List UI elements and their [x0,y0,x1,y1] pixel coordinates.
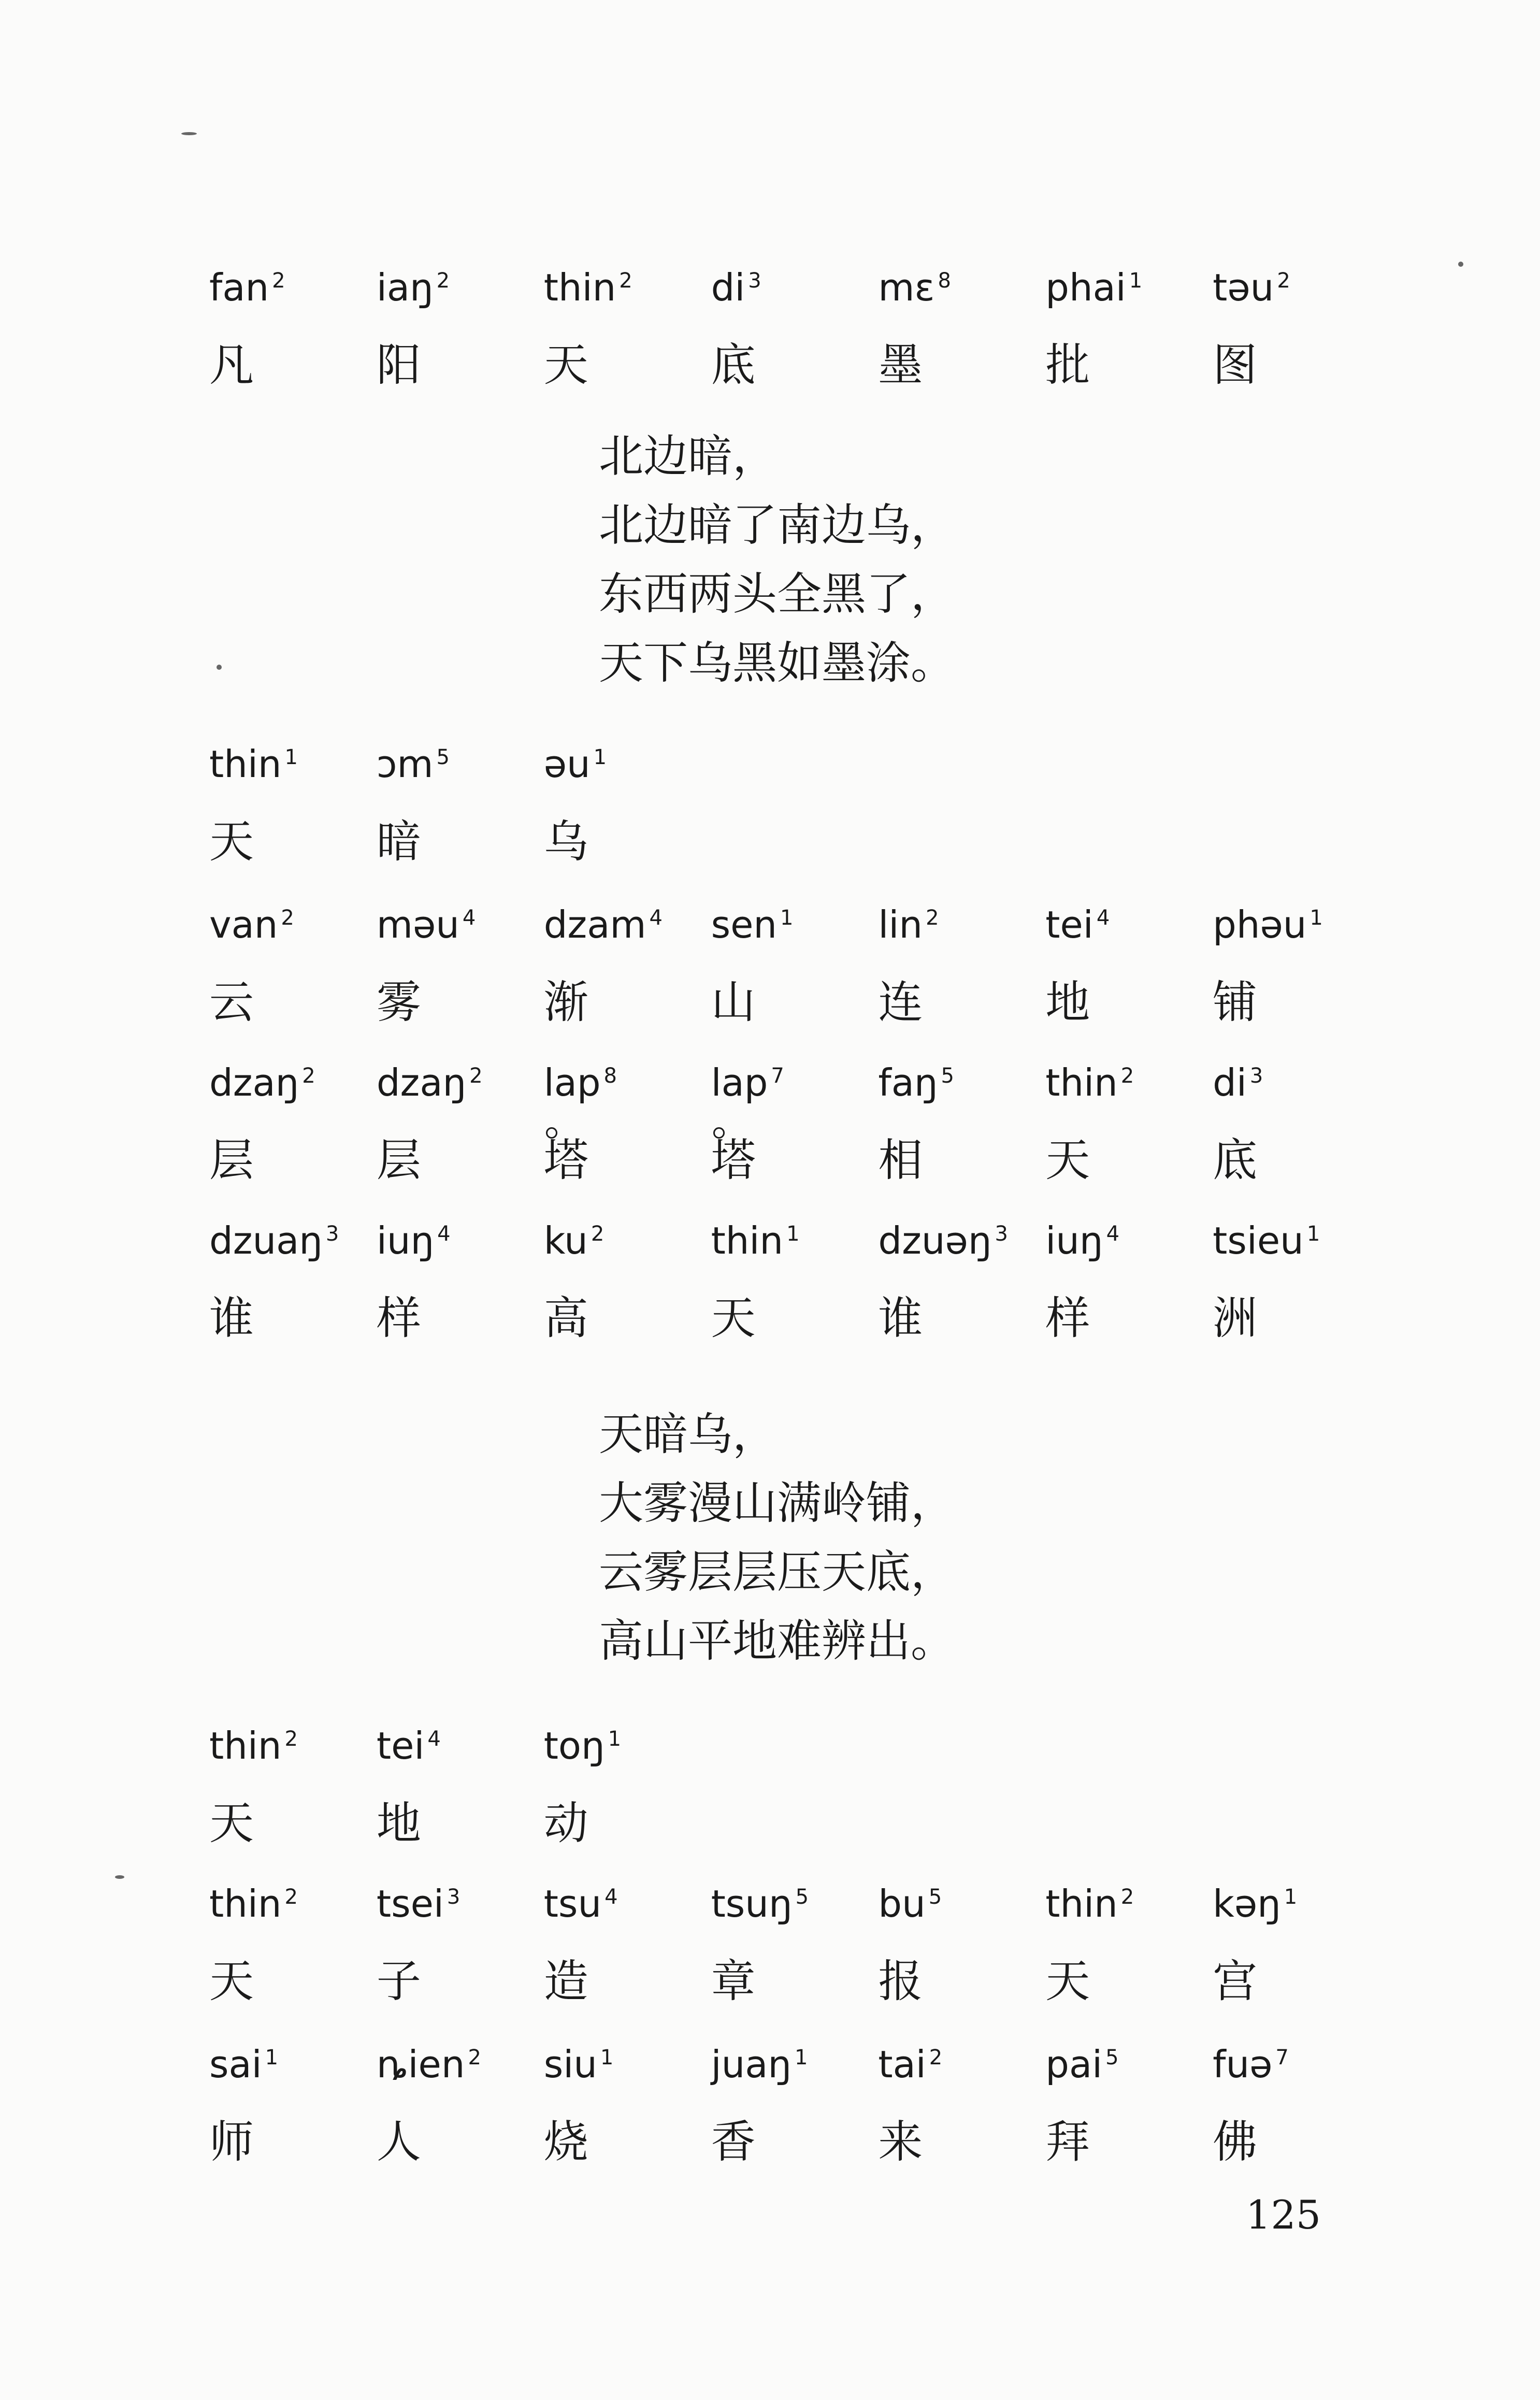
hanzi-character: 底 [711,339,756,391]
tone-number: 3 [748,269,761,293]
hanzi-character: 天 [1045,1956,1090,2007]
tone-number: 5 [928,1885,942,1909]
romanized-syllable: tei $^4$ [376,1724,441,1767]
page-number: 125 [1246,2192,1321,2238]
romanized-syllable: iuŋ $^4$ [1045,1219,1120,1262]
romanized-syllable: van $^2$ [209,903,294,946]
romanization-row [209,1215,1380,1267]
hanzi-row [209,1795,1380,1852]
tone-number: 2 [284,1885,298,1909]
verse-line: 云雾层层压天底， [599,1546,955,1598]
hanzi-character: 洲 [1213,1292,1258,1344]
romanized-syllable: tsei $^3$ [376,1882,460,1925]
hanzi-character: 章 [711,1956,756,2007]
verse-line: 天暗乌， [599,1409,777,1460]
hanzi-character: 样 [376,1292,421,1344]
tone-number: 7 [771,1064,784,1088]
hanzi-character: 谁 [209,1292,254,1344]
romanized-syllable: thin $^2$ [1045,1882,1134,1925]
hanzi-character: 人 [376,2116,421,2168]
tone-number: 1 [284,745,298,769]
romanized-syllable: fan $^2$ [209,266,285,309]
verse-line: 大雾漫山满岭铺， [599,1477,955,1529]
tone-number: 1 [1309,906,1323,930]
romanized-syllable: thin $^2$ [543,266,632,309]
romanized-syllable: sai $^1$ [209,2043,279,2086]
romanization-row [209,899,1380,951]
tone-number: 1 [794,2046,808,2070]
hanzi-character: 雾 [376,976,421,1028]
romanized-syllable: di $^3$ [1213,1061,1263,1104]
tone-number: 2 [469,1064,483,1088]
romanized-syllable: phəu $^1$ [1213,903,1323,946]
romanization-row [209,738,1380,790]
hanzi-character: 报 [878,1956,923,2007]
tone-number: 4 [649,906,663,930]
romanized-syllable: tei $^4$ [1045,903,1110,946]
romanized-syllable: phai $^1$ [1045,266,1143,309]
hanzi-character: 拜 [1045,2116,1090,2168]
tone-number: 4 [437,1222,451,1246]
hanzi-character: 天 [543,339,588,391]
romanized-syllable: ku $^2$ [543,1219,605,1262]
tone-number: 2 [284,1727,298,1751]
romanized-syllable: sen $^1$ [711,903,794,946]
hanzi-character: 天 [209,1956,254,2007]
romanized-syllable: toŋ $^1$ [543,1724,622,1767]
tone-number: 7 [1275,2046,1289,2070]
tone-number: 2 [272,269,285,293]
verse-line: 高山平地难辨出。 [599,1615,955,1667]
hanzi-character: 烧 [543,2116,588,2168]
tone-number: 4 [427,1727,441,1751]
hanzi-row [209,2114,1380,2171]
tone-number: 2 [1120,1064,1134,1088]
hanzi-character: 地 [1045,976,1090,1028]
verse-line: 天下乌黑如墨涂。 [599,637,955,689]
print-speck [115,1875,124,1879]
romanized-syllable: di $^3$ [711,266,761,309]
hanzi-character: 阳 [376,339,421,391]
hanzi-character: 子 [376,1956,421,2007]
hanzi-character: 天 [209,816,254,868]
tone-number: 2 [591,1222,605,1246]
tone-number: 2 [929,2046,943,2070]
romanized-syllable: thin $^1$ [711,1219,800,1262]
tone-number: 4 [1106,1222,1120,1246]
romanized-syllable: thin $^2$ [1045,1061,1134,1104]
romanized-syllable: dzuaŋ $^3$ [209,1219,339,1262]
tone-number: 4 [1096,906,1110,930]
romanized-syllable: juaŋ $^1$ [711,2043,808,2086]
romanized-syllable: lap $^7$ [711,1061,784,1104]
romanized-syllable: thin $^2$ [209,1724,298,1767]
tone-number: 2 [1120,1885,1134,1909]
hanzi-character: 云 [209,976,254,1028]
romanized-syllable: iaŋ $^2$ [376,266,450,309]
romanized-syllable: kəŋ $^1$ [1213,1882,1298,1925]
print-speck [217,665,222,670]
romanization-row [209,1057,1380,1109]
romanized-syllable: təu $^2$ [1213,266,1290,309]
hanzi-character: 塔 [711,1134,756,1186]
tone-number: 3 [447,1885,460,1909]
hanzi-character: 宫 [1213,1956,1258,2007]
hanzi-character: 佛 [1213,2116,1258,2168]
verse-line: 北边暗， [599,430,777,482]
romanized-syllable: siu $^1$ [543,2043,614,2086]
romanized-syllable: iuŋ $^4$ [376,1219,451,1262]
tone-number: 1 [265,2046,279,2070]
romanized-syllable: lap $^8$ [543,1061,617,1104]
tone-number: 2 [302,1064,315,1088]
hanzi-character: 凡 [209,339,254,391]
hanzi-character: 动 [543,1798,588,1849]
hanzi-character: 铺 [1213,976,1258,1028]
romanized-syllable: fuə $^7$ [1213,2043,1289,2086]
print-speck [1458,262,1463,267]
romanized-syllable: thin $^2$ [209,1882,298,1925]
tone-number: 1 [1306,1222,1320,1246]
verse-block [599,1400,955,1676]
tone-number: 2 [926,906,939,930]
hanzi-character: 来 [878,2116,923,2168]
tone-number: 5 [436,745,450,769]
romanized-syllable: tsu $^4$ [543,1882,618,1925]
romanization-row [209,1878,1380,1930]
hanzi-character: 香 [711,2116,756,2168]
hanzi-row [209,1132,1380,1189]
hanzi-character: 批 [1045,339,1090,391]
tone-number: 1 [608,1727,622,1751]
hanzi-character: 墨 [878,339,923,391]
tone-number: 2 [1277,269,1290,293]
romanization-row [209,2038,1380,2090]
romanized-syllable: bu $^5$ [878,1882,942,1925]
hanzi-row [209,1290,1380,1347]
hanzi-character: 师 [209,2116,254,2168]
romanized-syllable: əu $^1$ [543,742,607,786]
hanzi-character: 山 [711,976,756,1028]
romanization-row [209,1720,1380,1772]
tone-number: 2 [619,269,632,293]
tone-number: 4 [605,1885,618,1909]
hanzi-character: 谁 [878,1292,923,1344]
tone-number: 3 [995,1222,1008,1246]
hanzi-row [209,1953,1380,2010]
romanized-syllable: faŋ $^5$ [878,1061,954,1104]
hanzi-character: 天 [711,1292,756,1344]
hanzi-character: 乌 [543,816,588,868]
romanized-syllable: dzaŋ $^2$ [209,1061,315,1104]
hanzi-character: 高 [543,1292,588,1344]
tone-number: 4 [462,906,476,930]
tone-number: 8 [603,1064,617,1088]
romanized-syllable: mɛ $^8$ [878,266,951,309]
tone-number: 3 [325,1222,339,1246]
romanized-syllable: dzuəŋ $^3$ [878,1219,1008,1262]
hanzi-character: 地 [376,1798,421,1849]
tone-number: 1 [1129,269,1143,293]
tone-number: 1 [780,906,794,930]
hanzi-character: 暗 [376,816,421,868]
hanzi-character: 底 [1213,1134,1258,1186]
tone-number: 1 [1284,1885,1298,1909]
tone-number: 5 [1105,2046,1119,2070]
hanzi-character: 图 [1213,339,1258,391]
romanized-syllable: tsuŋ $^5$ [711,1882,809,1925]
tone-number: 5 [941,1064,954,1088]
hanzi-row [209,813,1380,870]
romanized-syllable: dzam $^4$ [543,903,663,946]
tone-number: 1 [600,2046,614,2070]
tone-number: 2 [281,906,294,930]
hanzi-row [209,974,1380,1031]
romanized-syllable: tsieu $^1$ [1213,1219,1320,1262]
hanzi-character: 塔 [543,1134,588,1186]
hanzi-row [209,337,1380,394]
hanzi-character: 相 [878,1134,923,1186]
tone-number: 1 [786,1222,800,1246]
verse-block [599,422,955,698]
tone-number: 8 [938,269,951,293]
hanzi-character: 渐 [543,976,588,1028]
romanized-syllable: tai $^2$ [878,2043,943,2086]
hanzi-character: 层 [209,1134,254,1186]
verse-line: 北边暗了南边乌， [599,499,955,551]
romanized-syllable: ɔm $^5$ [376,742,450,786]
romanized-syllable: məu $^4$ [376,903,476,946]
hanzi-character: 造 [543,1956,588,2007]
romanized-syllable: ȵien $^2$ [376,2043,481,2086]
romanized-syllable: dzaŋ $^2$ [376,1061,483,1104]
tone-number: 5 [795,1885,809,1909]
hanzi-character: 天 [209,1798,254,1849]
romanization-row [209,262,1380,313]
hanzi-character: 天 [1045,1134,1090,1186]
tone-number: 1 [593,745,607,769]
hanzi-character: 层 [376,1134,421,1186]
hanzi-character: 样 [1045,1292,1090,1344]
print-speck [181,132,197,135]
romanized-syllable: lin $^2$ [878,903,939,946]
verse-line: 东西两头全黑了， [599,568,955,620]
tone-number: 2 [468,2046,481,2070]
romanized-syllable: thin $^1$ [209,742,298,786]
tone-number: 3 [1249,1064,1263,1088]
tone-number: 2 [436,269,450,293]
hanzi-character: 连 [878,976,923,1028]
romanized-syllable: pai $^5$ [1045,2043,1119,2086]
